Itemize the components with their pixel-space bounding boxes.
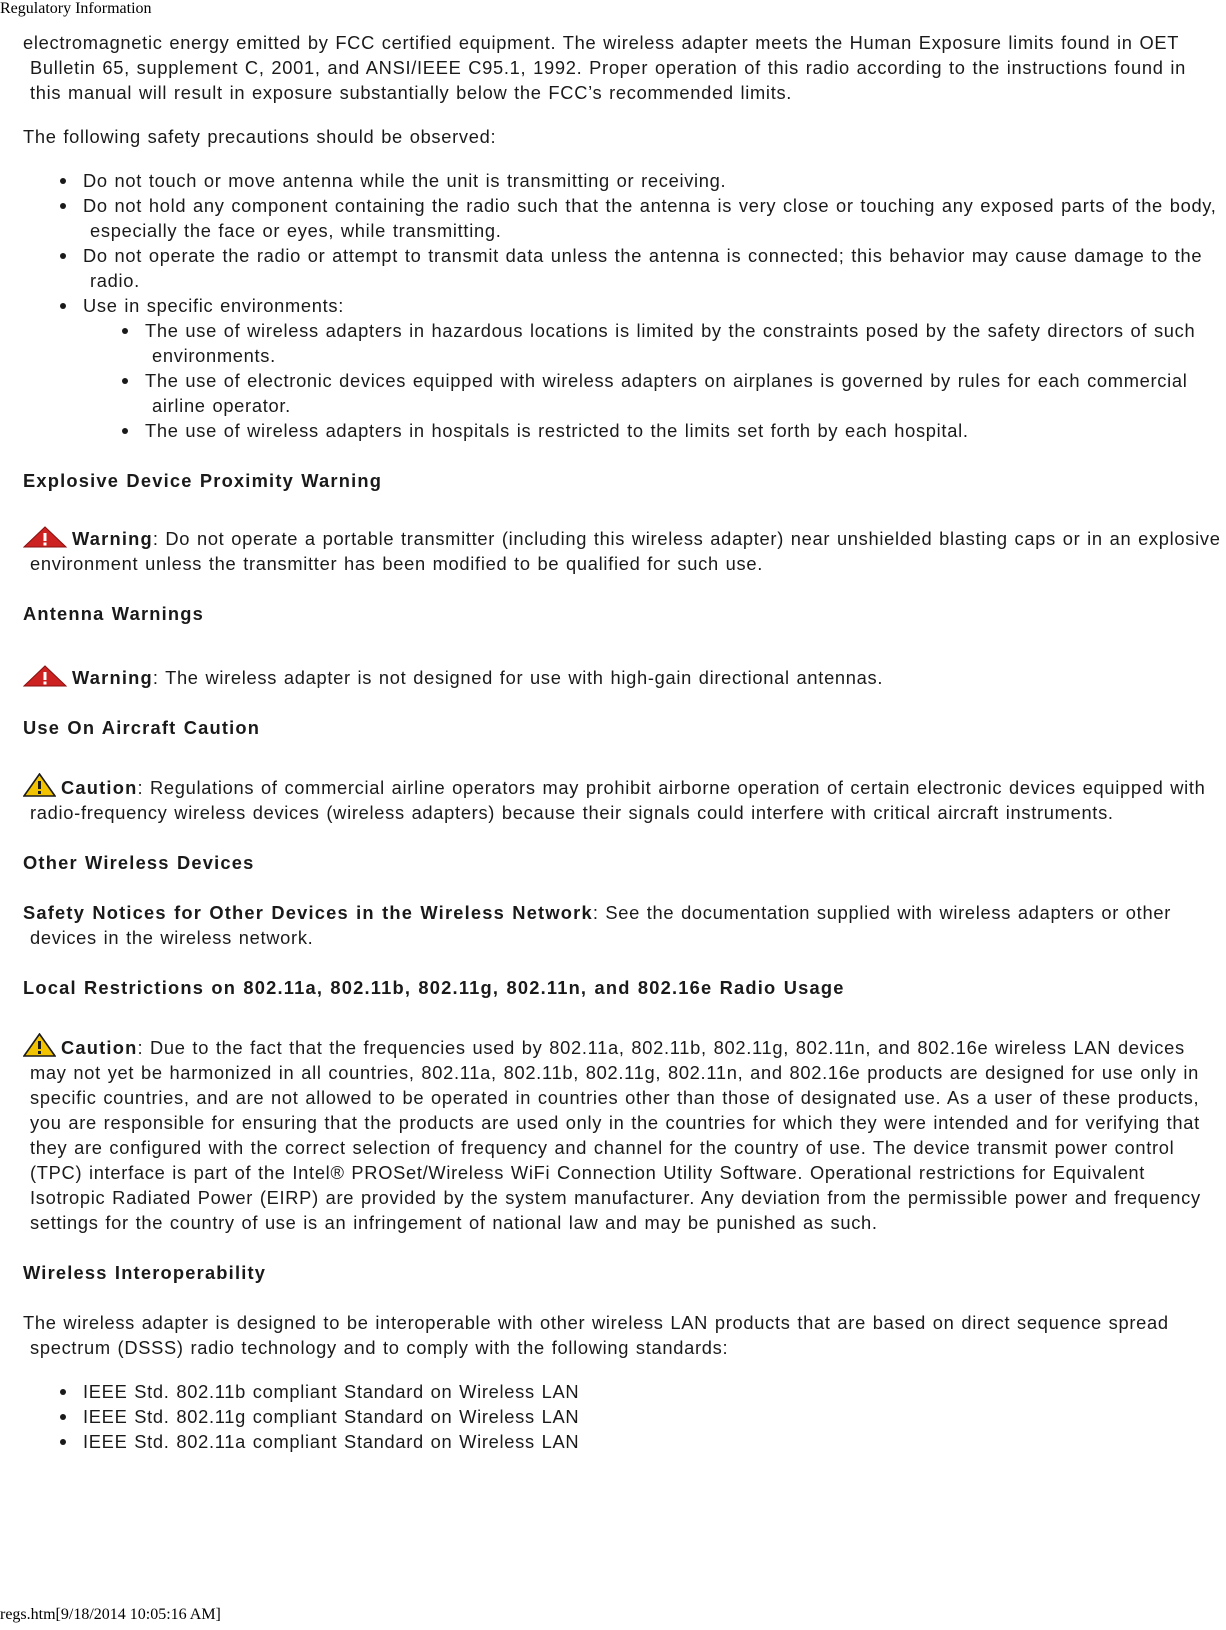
bullet-icon [60,253,66,259]
warning-icon [23,665,67,687]
aircraft-caution [23,773,1223,825]
list-item: IEEE Std. 802.11g compliant Standard on Wireless LAN [23,1404,1223,1429]
notice-text: : See the documentation supplied with wireless adapters or other devices in the wireless network. [30,902,1171,948]
warning-icon [23,526,67,548]
warning-text: : The wireless adapter is not designed for use with high-gain directional antennas. [152,667,884,688]
antenna-heading: Antenna Warnings [23,603,205,624]
list-item: The use of electronic devices equipped with wireless adapters on airplanes is governed by rules for each commercial airline operator. [23,368,1223,418]
local-restrictions-caution [23,1033,1223,1235]
bullet-icon [60,1389,66,1395]
bullet-icon [60,178,66,184]
bullet-icon [122,428,128,434]
list-item: The use of wireless adapters in hazardous locations is limited by the constraints posed by the safety directors of such environments. [23,318,1223,368]
interoperability-heading: Wireless Interoperability [23,1262,267,1283]
precautions-list [23,168,1223,318]
environments-list [23,318,1223,443]
list-item: IEEE Std. 802.11b compliant Standard on Wireless LAN [23,1379,1223,1404]
document-body [23,30,1223,1454]
print-footer: regs.htm[9/18/2014 10:05:16 AM] [0,1606,221,1623]
interoperability-paragraph: The wireless adapter is designed to be interoperable with other wireless LAN products that are based on direct sequence spread spectrum (DSSS) radio technology and to comply with the following standards: [23,1312,1169,1358]
bullet-icon [60,303,66,309]
caution-text: : Regulations of commercial airline operators may prohibit airborne operation of certain electronic devices equipped with radio-frequency wireless devices (wireless adapters) because their signals could interfere with critical aircraft instruments. [30,777,1206,823]
explosive-warning [23,526,1223,576]
caution-icon [23,1033,56,1057]
warning-label: Warning [72,667,153,688]
list-item: The use of wireless adapters in hospitals is restricted to the limits set forth by each hospital. [23,418,1223,443]
bullet-icon [60,1439,66,1445]
caution-icon [23,773,56,797]
standards-list [23,1379,1223,1454]
bullet-icon [122,378,128,384]
precautions-lead: The following safety precautions should be observed: [23,126,497,147]
intro-paragraph: electromagnetic energy emitted by FCC certified equipment. The wireless adapter meets the Human Exposure limits found in OET Bulletin 65, supplement C, 2001, and ANSI/IEEE C95.1, 1992. Proper operation of this radio according to the instructions found in this manual will result in exposure substantially below the FCC’s recommended limits. [23,32,1187,103]
caution-label: Caution [61,777,138,798]
caution-text: : Due to the fact that the frequencies used by 802.11a, 802.11b, 802.11g, 802.11n, and 802.16e wireless LAN devices may not yet be harmonized in all countries, 802.11a, 802.11b, 802.11g, 802.11n, and 802.16e products are designed for use only in specific countries, and are not allowed to be operated in countries other than those of designated use. As a user of these products, you are responsible for ensuring that the products are used only in the countries for which they were intended and for verifying that they are configured with the correct selection of frequency and channel for the country of use. The device transmit power control (TPC) interface is part of the Intel® PROSet/Wireless WiFi Connection Utility Software. Operational restrictions for Equivalent Isotropic Radiated Power (EIRP) are provided by the system manufacturer. Any deviation from the permissible power and frequency settings for the country of use is an infringement of national law and may be punished as such. [30,1037,1201,1233]
list-item: Use in specific environments: [23,293,1223,318]
antenna-warning [23,665,1223,690]
list-item: Do not operate the radio or attempt to transmit data unless the antenna is connected; this behavior may cause damage to the radio. [23,243,1223,293]
other-devices-notice [23,900,1223,950]
explosive-heading: Explosive Device Proximity Warning [23,470,383,491]
warning-label: Warning [72,528,153,549]
print-header: Regulatory Information [0,0,152,17]
other-devices-heading: Other Wireless Devices [23,852,255,873]
caution-label: Caution [61,1037,138,1058]
bullet-icon [60,1414,66,1420]
bullet-icon [122,328,128,334]
list-item: Do not hold any component containing the radio such that the antenna is very close or touching any exposed parts of the body, especially the face or eyes, while transmitting. [23,193,1223,243]
aircraft-heading: Use On Aircraft Caution [23,717,261,738]
warning-text: : Do not operate a portable transmitter (including this wireless adapter) near unshielded blasting caps or in an explosive environment unless the transmitter has been modified to be qualified for such use. [30,528,1221,574]
local-restrictions-heading: Local Restrictions on 802.11a, 802.11b, 802.11g, 802.11n, and 802.16e Radio Usage [23,977,845,998]
list-item: Do not touch or move antenna while the unit is transmitting or receiving. [23,168,1223,193]
notice-label: Safety Notices for Other Devices in the Wireless Network [23,902,593,923]
bullet-icon [60,203,66,209]
list-item: IEEE Std. 802.11a compliant Standard on Wireless LAN [23,1429,1223,1454]
